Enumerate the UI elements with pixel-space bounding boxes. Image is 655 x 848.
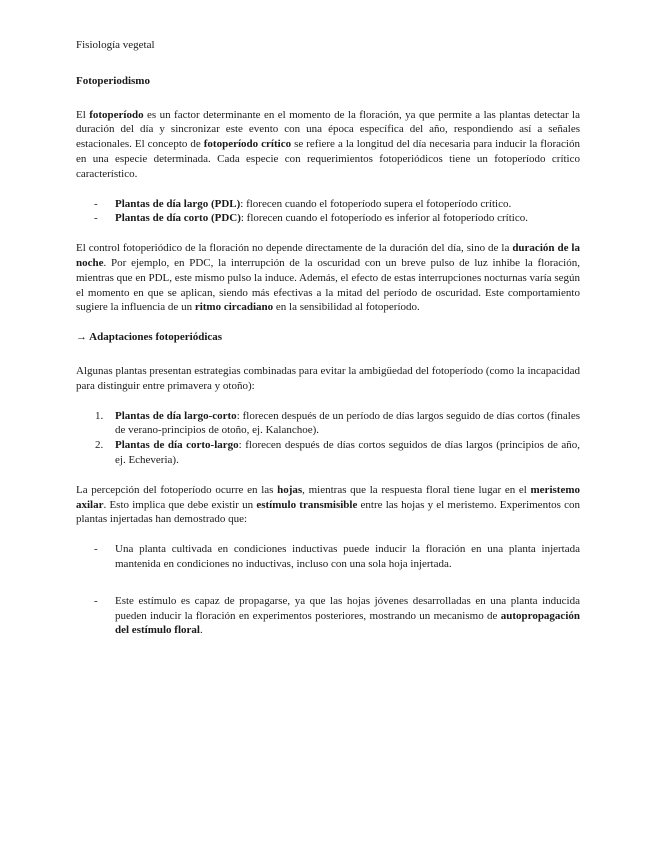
plant-types-list <box>76 197 580 227</box>
experiments-list <box>76 542 580 638</box>
list-item-injerto: - Una planta cultivada en condiciones inductivas puede inducir la floración en una planta injertada mantenida en condiciones no inductivas, incluso con una sola hoja injertada. <box>76 542 580 572</box>
paragraph-percepcion: La percepción del fotoperíodo ocurre en las hojas, mientras que la respuesta floral tiene lugar en el meristemo axilar. Esto implica que debe existir un estímulo transmisible entre las hojas y el meristemo. Experimentos con plantas injertadas han demostrado que: <box>76 483 580 526</box>
list-item-largo-corto: 1. Plantas de día largo-corto: florecen después de un período de días largos seguido de días cortos (finales de verano-principios de otoño, ej. Kalanchoe). <box>95 409 580 437</box>
list-item-corto-largo: 2. Plantas de día corto-largo: florecen después de días cortos seguidos de días largos (principios de año, ej. Echeveria). <box>95 439 580 466</box>
section-title-adaptaciones: → Adaptaciones fotoperiódicas <box>76 331 223 344</box>
paragraph-control-fotoperiodico: El control fotoperiódico de la floración no depende directamente de la duración del día, sino de la duración de la noche. Por ejemplo, en PDC, la interrupción de la oscuridad con un breve pulso de luz inhibe la floración, mientras que en PDL, este mismo pulso la induce. Además, el efecto de estas interrupciones nocturnas varía según el momento en que se aplican, siendo más efectivas a la mitad del período de oscuridad. Este comportamiento sugiere la influencia de un ritmo circadiano en la sensibilidad al fotoperíodo. <box>76 242 580 314</box>
list-item-pdl: - Plantas de día largo (PDL): florecen cuando el fotoperíodo supera el fotoperíodo crítico. <box>76 197 580 212</box>
list-item-propagacion: - Este estímulo es capaz de propagarse, ya que las hojas jóvenes desarrolladas en una planta inducida pueden inducir la floración en experimentos posteriores, mostrando un mecanismo de autopropagación del estímulo floral. <box>76 594 580 638</box>
paragraph-fotoperiodo: El fotoperíodo es un factor determinante en el momento de la floración, ya que permite a las plantas detectar la duración del día y sincronizar este evento con una época específica del año, respondiendo así a señales estacionales. El concepto de fotoperíodo crítico se refiere a la longitud del día necesaria para inducir la floración en una especie determinada. Cada especie con requerimientos fotoperiódicos tiene un fotoperíodo crítico característico. <box>76 108 580 180</box>
combined-strategies-list <box>76 409 580 468</box>
page-header: Fisiología vegetal <box>76 39 155 51</box>
list-item-pdc: - Plantas de día corto (PDC): florecen cuando el fotoperíodo es inferior al fotoperíodo crítico. <box>76 211 580 226</box>
section-title-fotoperiodismo: Fotoperiodismo <box>76 74 150 87</box>
paragraph-estrategias: Algunas plantas presentan estrategias combinadas para evitar la ambigüedad del fotoperíodo (como la incapacidad para distinguir entre primavera y otoño): <box>76 364 580 392</box>
document-page <box>76 38 580 653</box>
